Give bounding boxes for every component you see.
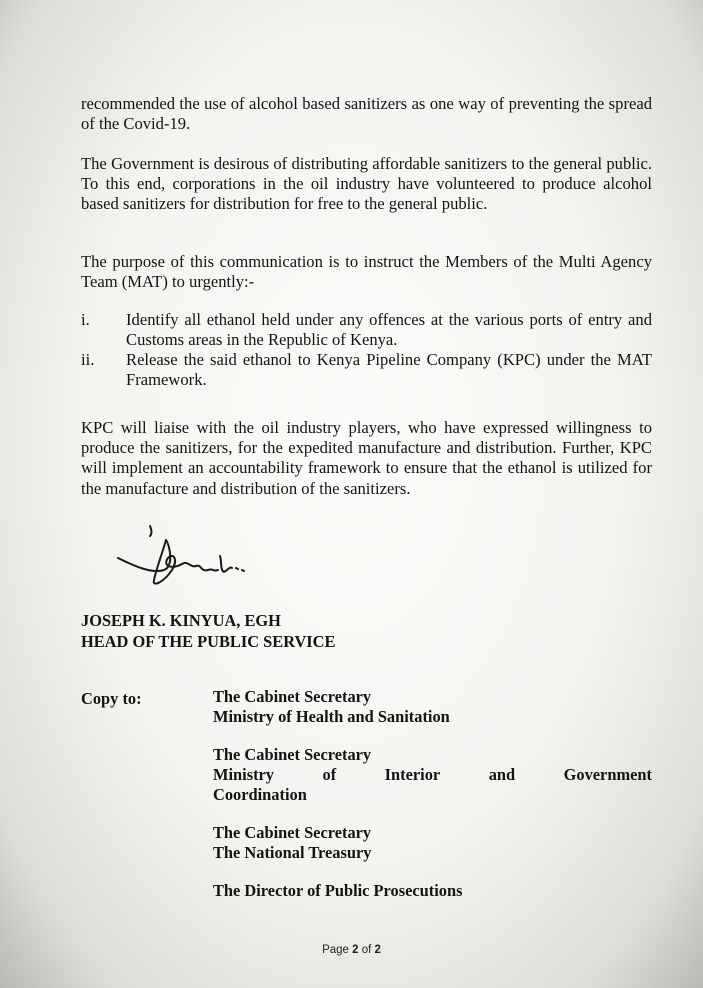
paragraph-1 [81, 94, 652, 134]
copy-recipient [213, 823, 652, 863]
recipient-office-word: Interior [384, 765, 441, 785]
copy-recipient [213, 881, 652, 901]
copy-to-label: Copy to: [81, 689, 142, 708]
paragraph-3-text: The purpose of this communication is to instruct the Members of the Multi Agency Team (MAT) to urgently:- [81, 252, 652, 292]
recipient-office: The National Treasury [213, 843, 372, 863]
list-item-number: ii. [81, 350, 95, 369]
current-page: 2 [352, 944, 359, 956]
list-item-number: i. [81, 310, 90, 329]
recipient-office-word: Ministry [213, 765, 275, 785]
list-item-text: Identify all ethanol held under any offences at the various ports of entry and Customs areas in the Republic of Kenya. [126, 310, 652, 350]
copy-recipient [213, 687, 652, 727]
signatory-name: JOSEPH K. KINYUA, EGH [81, 611, 281, 630]
paragraph-2 [81, 154, 652, 215]
recipient-title: The Cabinet Secretary [213, 745, 372, 764]
paragraph-1-text: recommended the use of alcohol based sanitizers as one way of preventing the spread of the Covid-19. [81, 94, 652, 134]
list-item [81, 310, 652, 350]
recipient-office: Ministry of Health and Sanitation [213, 707, 450, 727]
recipient-title: The Cabinet Secretary [213, 823, 372, 842]
recipient-office-word: Government [563, 765, 652, 785]
page-word: Page [322, 944, 349, 956]
signature-image [112, 518, 272, 596]
paragraph-2-text: The Government is desirous of distributing affordable sanitizers to the general public. To this end, corporations in the oil industry have volunteered to produce alcohol based sanitizers for distribution for free to the general public. [81, 154, 652, 214]
total-pages: 2 [374, 944, 381, 956]
recipient-title: The Director of Public Prosecutions [213, 881, 463, 900]
paragraph-4-text: KPC will liaise with the oil industry players, who have expressed willingness to produce the sanitizers, for the expedited manufacture and distribution. Further, KPC will implement an accountability framework to ensure that the ethanol is utilized for the manufacture and distribution of the sanitizers. [81, 418, 652, 498]
signatory-title: HEAD OF THE PUBLIC SERVICE [81, 631, 336, 651]
recipient-office-word: and [488, 765, 516, 785]
recipient-title: The Cabinet Secretary [213, 687, 372, 706]
paragraph-3 [81, 252, 652, 292]
signatory-block [81, 611, 335, 652]
recipient-office-continued: Coordination [213, 785, 307, 805]
recipient-office-word: of [322, 765, 337, 785]
recipient-office [213, 765, 652, 785]
of-word: of [361, 944, 372, 956]
list-item [81, 350, 652, 390]
paragraph-4 [81, 418, 652, 499]
copy-recipient [213, 745, 652, 806]
page-number [0, 944, 703, 956]
list-item-text: Release the said ethanol to Kenya Pipeline Company (KPC) under the MAT Framework. [126, 350, 652, 390]
